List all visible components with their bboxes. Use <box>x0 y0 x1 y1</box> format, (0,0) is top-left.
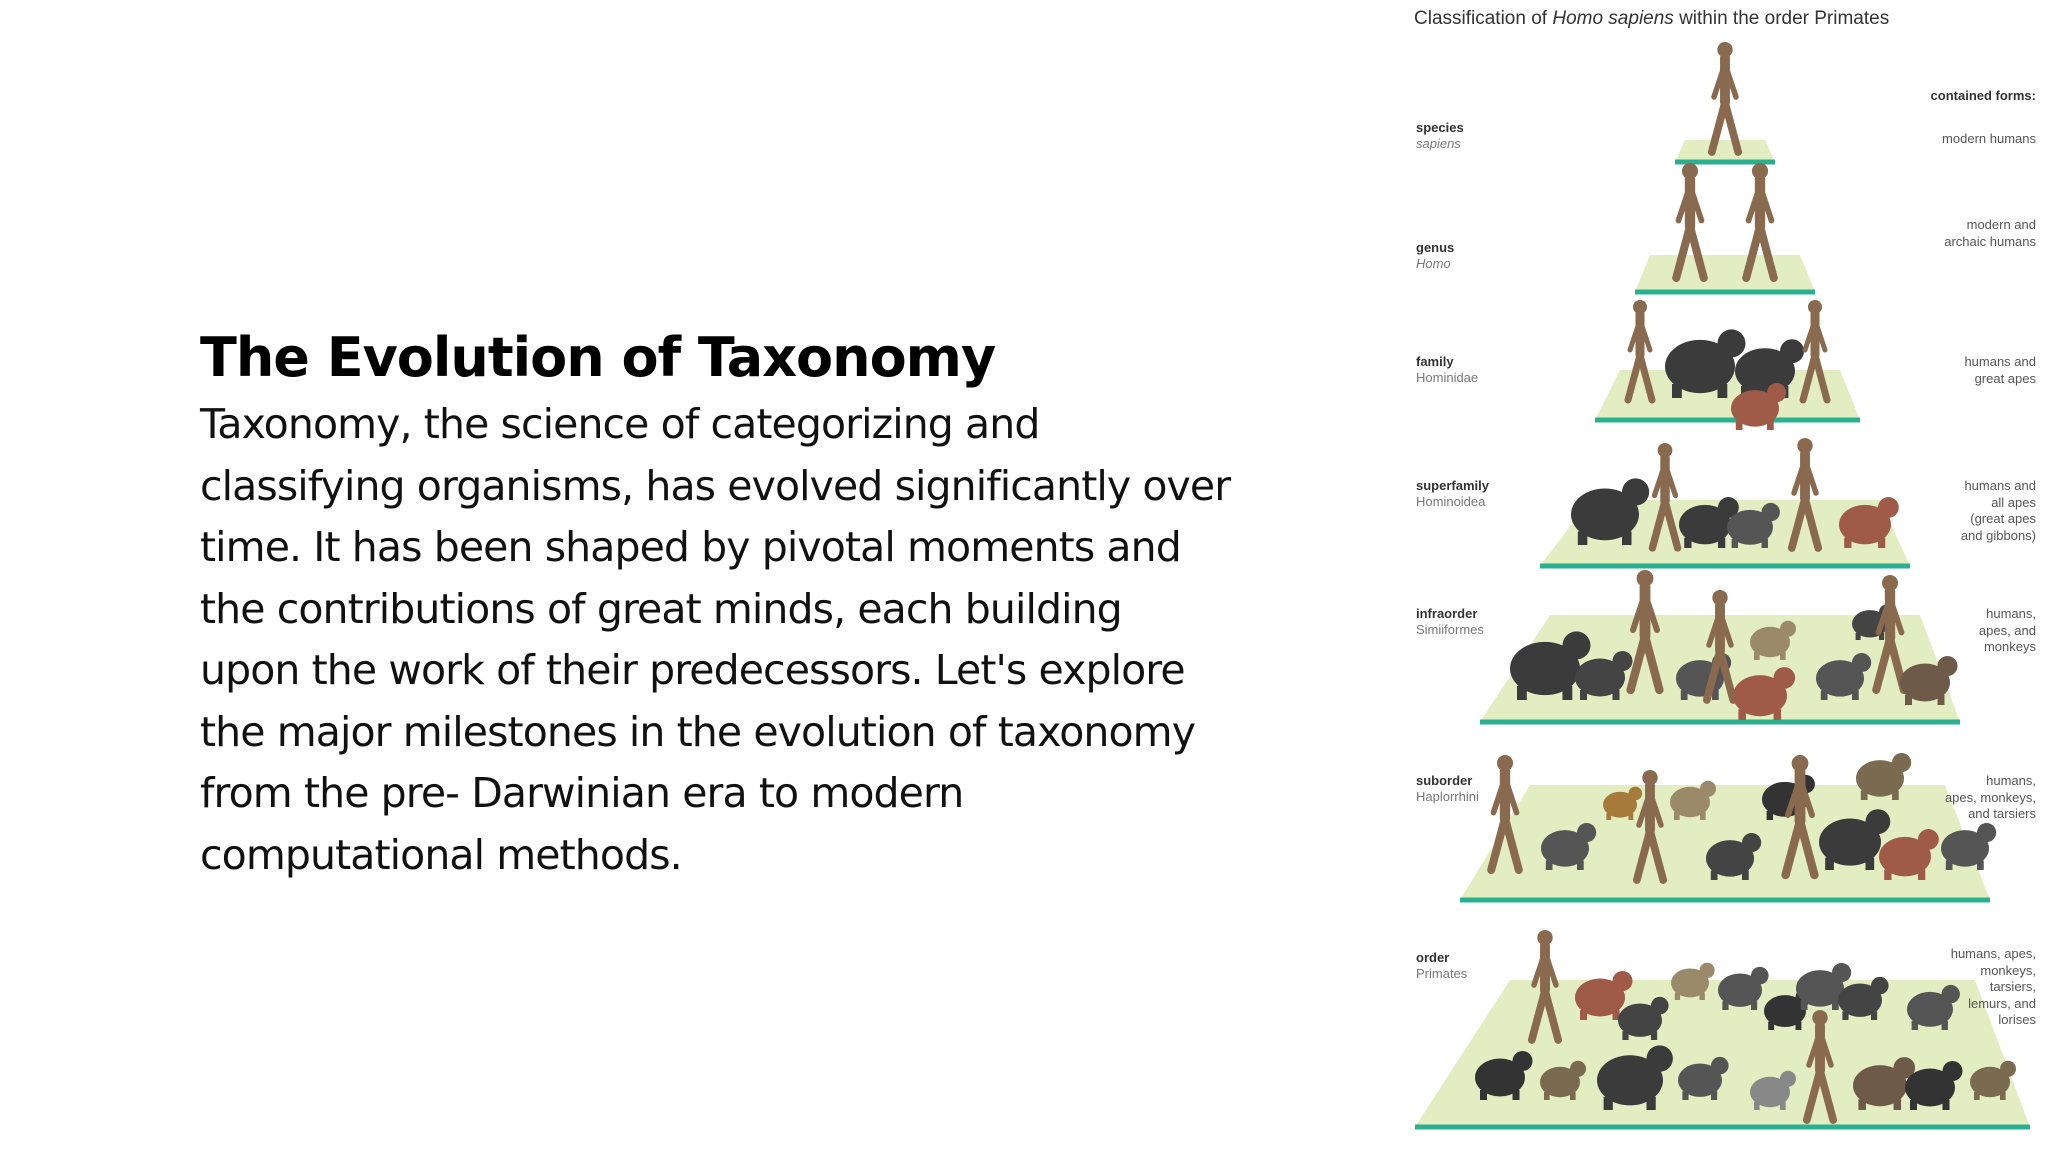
body-line: upon the work of their predecessors. Let's explore <box>200 646 1185 694</box>
slide-body <box>200 394 1300 886</box>
contained-forms-family: humans and great apes <box>1964 354 2036 386</box>
contained-forms-infraorder: humans, apes, and monkeys <box>1978 606 2036 654</box>
body-line: the major milestones in the evolution of taxonomy <box>200 707 1196 756</box>
rank-label-superfamily: superfamily Hominoidea <box>1416 478 1489 509</box>
slide-text-block <box>200 322 1300 886</box>
contained-forms-header: contained forms: <box>1930 88 2036 103</box>
body-line: the contributions of great minds, each building <box>200 584 1122 633</box>
contained-forms-genus: modern and archaic humans <box>1944 217 2036 249</box>
contained-forms-superfamily: humans and all apes (great apes and gibbons) <box>1960 478 2036 543</box>
slide-title: The Evolution of Taxonomy <box>200 326 996 389</box>
body-line: Taxonomy, the science of categorizing and <box>200 400 1040 448</box>
pyramid-tier <box>1635 255 1815 292</box>
body-line: classifying organisms, has evolved significantly over <box>200 461 1231 510</box>
rank-label-genus: genus Homo <box>1416 240 1455 271</box>
rank-label-order: order Primates <box>1416 950 1468 981</box>
hominin-figure <box>1712 42 1738 152</box>
body-line: computational methods. <box>200 830 682 879</box>
rank-label-infraorder: infraorder Simiiformes <box>1416 606 1484 637</box>
contained-forms-species: modern humans <box>1942 131 2036 146</box>
rank-label-species: species sapiens <box>1416 120 1464 151</box>
contained-forms-order: humans, apes, monkeys, tarsiers, lemurs, and lorises <box>1950 946 2036 1027</box>
pyramid-tier <box>1675 140 1775 162</box>
rank-label-family: family Hominidae <box>1416 354 1479 385</box>
primate-classification-figure <box>1400 0 2048 1152</box>
rank-label-suborder: suborder Haplorrhini <box>1416 773 1479 804</box>
body-line: from the pre- Darwinian era to modern <box>200 769 964 817</box>
body-line: time. It has been shaped by pivotal moments and <box>200 523 1181 571</box>
contained-forms-suborder: humans, apes, monkeys, and tarsiers <box>1944 773 2036 821</box>
figure-title: Classification of Homo sapiens within the order Primates <box>1414 8 1890 29</box>
